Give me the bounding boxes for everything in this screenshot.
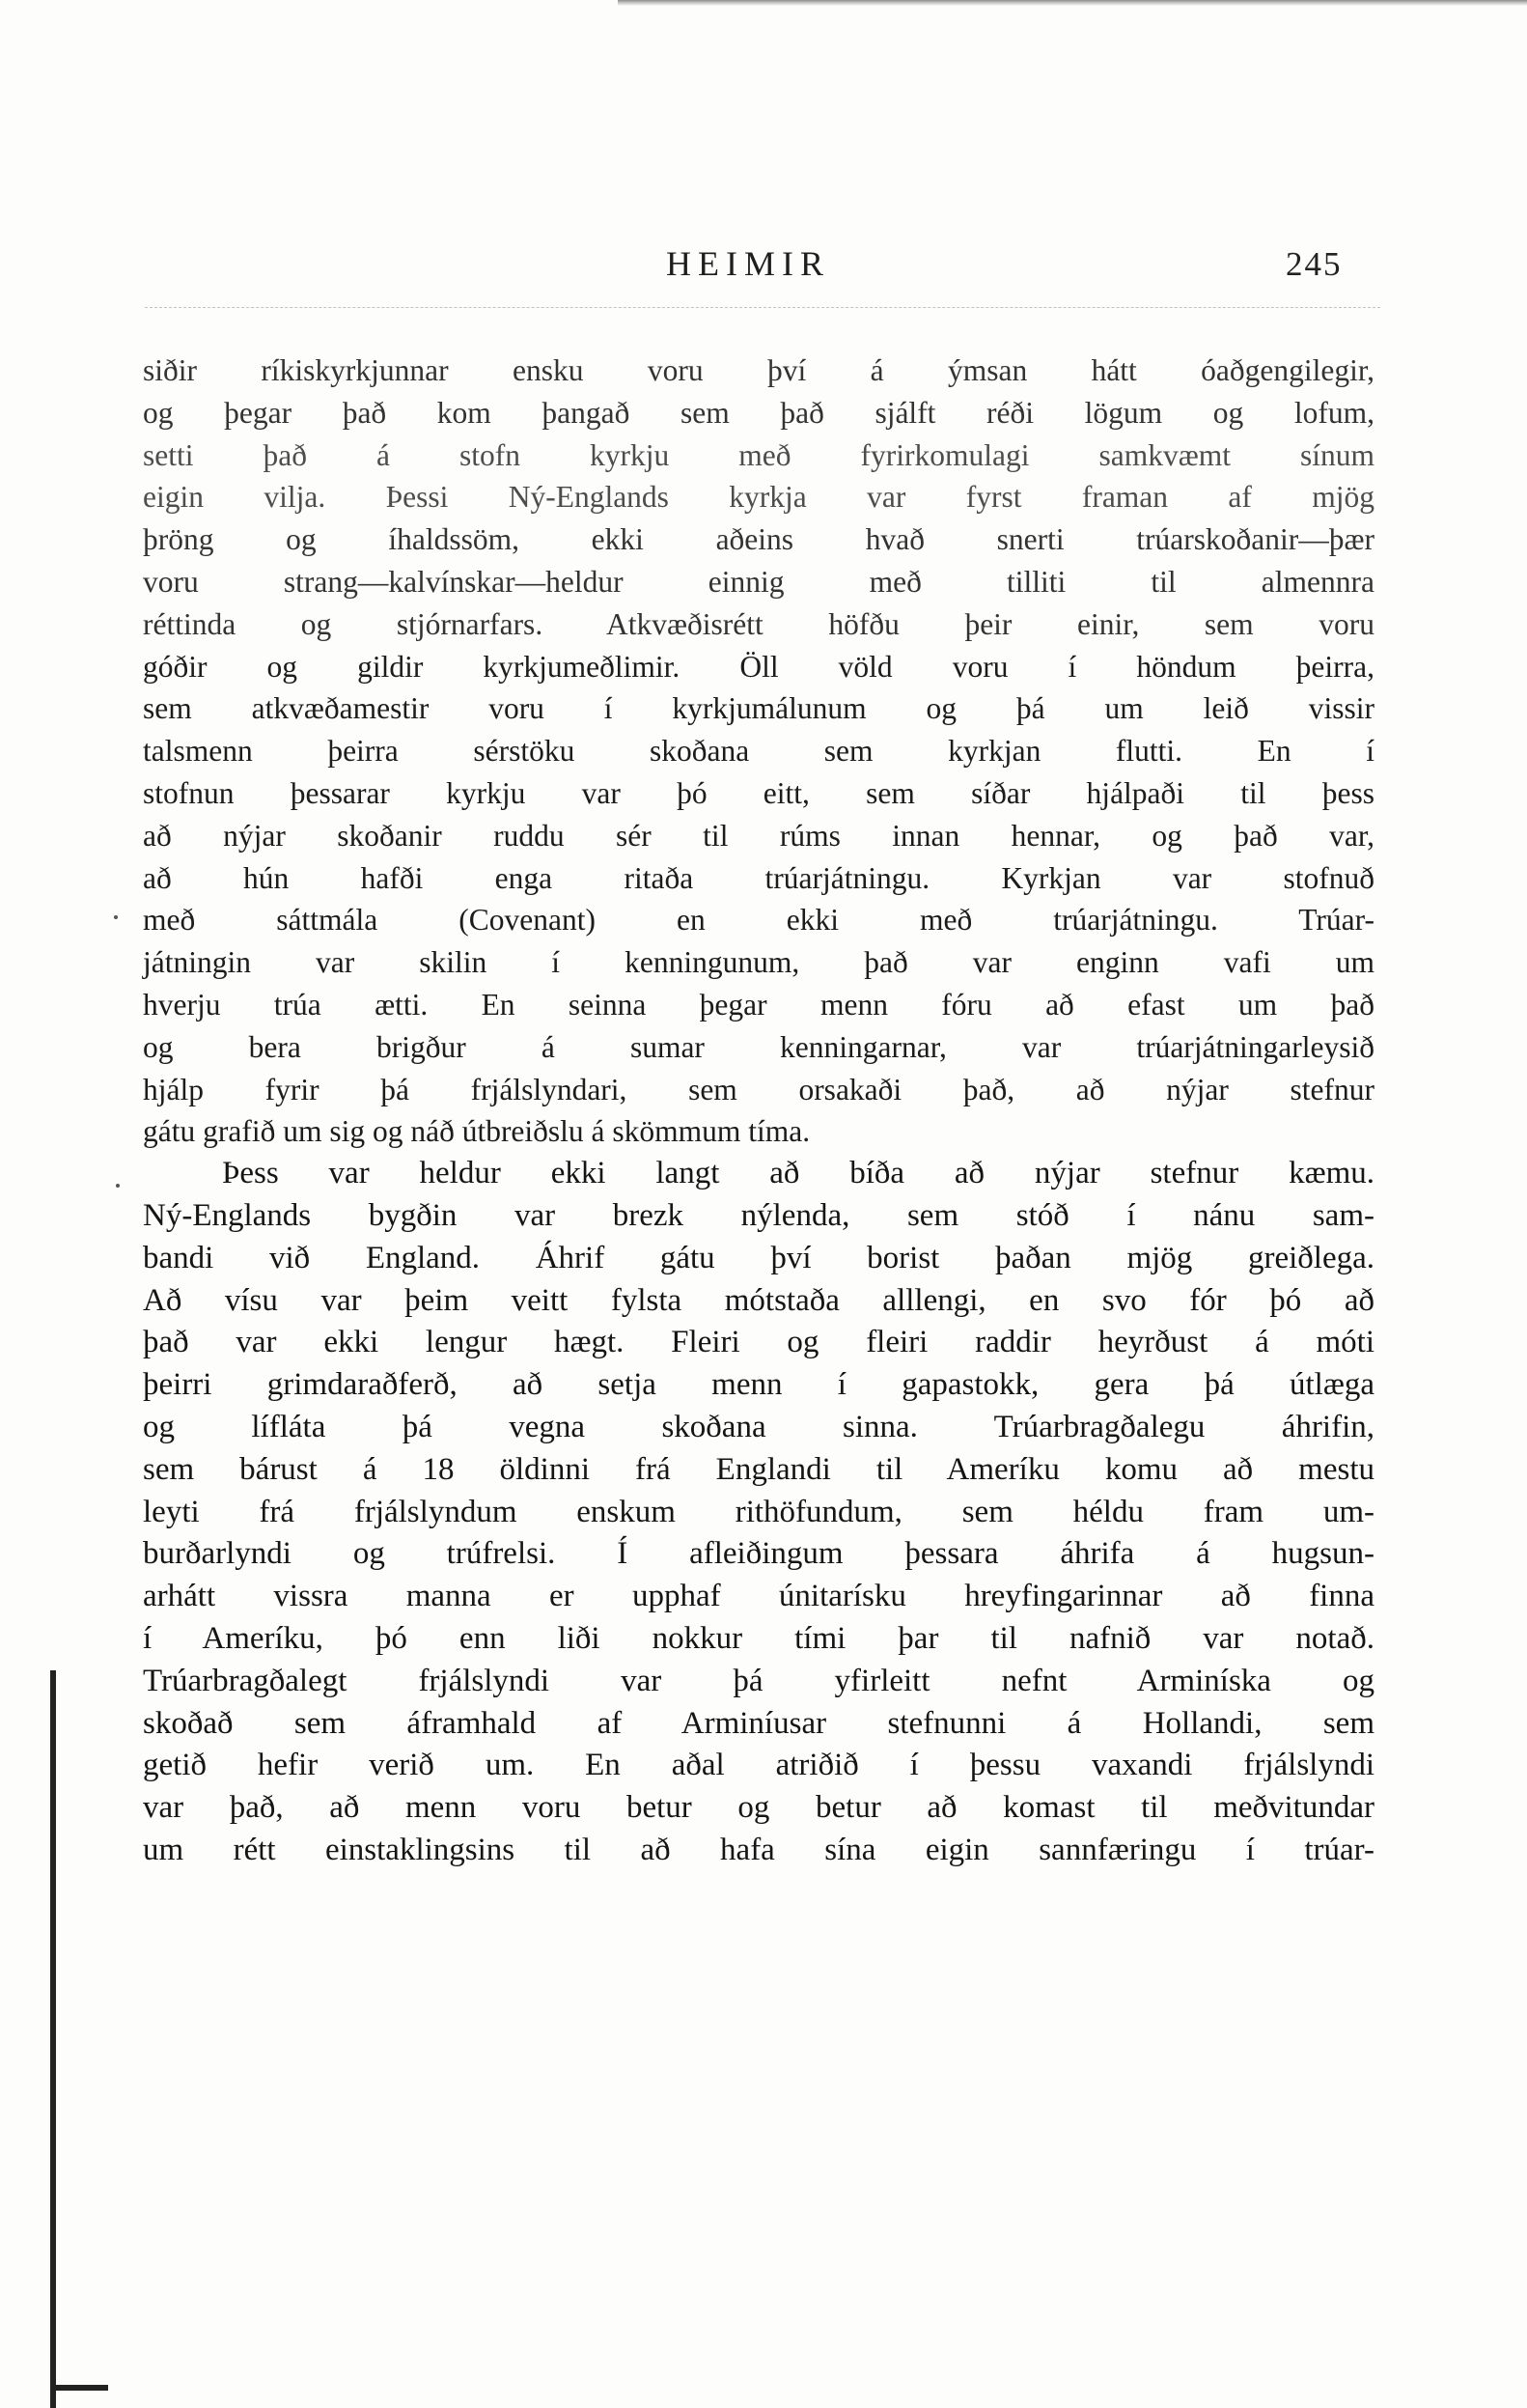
text-line: gátu grafið um sig og náð útbreiðslu á skömmum tíma.: [143, 1114, 811, 1149]
text-line: að nýjar skoðanir ruddu sér til rúms innan hennar, og það var,: [143, 818, 1374, 853]
text-line: um rétt einstaklingsins til að hafa sína eigin sannfæringu í trúar-: [143, 1832, 1374, 1867]
scan-edge-left: [50, 1670, 56, 2408]
text-line: Trúarbragðalegt frjálslyndi var þá yfirleitt nefnt Arminíska og: [143, 1663, 1374, 1698]
text-line: arhátt vissra manna er upphaf únitarísku hreyfingarinnar að finna: [143, 1579, 1374, 1614]
text-line: getið hefir verið um. En aðal atriðið í þessu vaxandi frjálslyndi: [143, 1748, 1374, 1783]
text-line: burðarlyndi og trúfrelsi. Í afleiðingum þessara áhrifa á hugsun-: [143, 1536, 1374, 1572]
scan-edge-top: [618, 0, 1527, 14]
text-line: eigin vilja. Þessi Ný-Englands kyrkja var fyrst framan af mjög: [143, 480, 1374, 515]
text-line: hverju trúa ætti. En seinna þegar menn fóru að efast um það: [143, 987, 1374, 1022]
text-line: að hún hafði enga ritaða trúarjátningu. Kyrkjan var stofnuð: [143, 860, 1374, 895]
text-line: sem bárust á 18 öldinni frá Englandi til Ameríku komu að mestu: [143, 1451, 1374, 1487]
text-line: réttinda og stjórnarfars. Atkvæðisrétt höfðu þeir einir, sem voru: [143, 606, 1374, 641]
text-line: hjálp fyrir þá frjálslyndari, sem orsakaði það, að nýjar stefnur: [143, 1072, 1374, 1106]
text-line: Ný-Englands bygðin var brezk nýlenda, sem stóð í nánu sam-: [143, 1197, 1374, 1233]
text-line: skoðað sem áframhald af Arminíusar stefnunni á Hollandi, sem: [143, 1705, 1374, 1741]
text-line: bandi við England. Áhrif gátu því borist þaðan mjög greiðlega.: [143, 1240, 1374, 1275]
page-header: [0, 243, 1527, 292]
text-line: Þess var heldur ekki langt að bíða að nýjar stefnur kæmu.: [222, 1156, 1374, 1191]
text-line: setti það á stofn kyrkju með fyrirkomulagi samkvæmt sínum: [143, 437, 1374, 472]
text-line: siðir ríkiskyrkjunnar ensku voru því á ýmsan hátt óaðgengilegir,: [143, 353, 1374, 387]
text-line: og lífláta þá vegna skoðana sinna. Trúarbragðalegu áhrifin,: [143, 1409, 1374, 1444]
text-line: í Ameríku, þó enn liði nokkur tími þar til nafnið var notað.: [143, 1620, 1374, 1656]
text-line: sem atkvæðamestir voru í kyrkjumálunum og þá um leið vissir: [143, 691, 1374, 726]
header-rule: [145, 307, 1380, 308]
text-line: Að vísu var þeim veitt fylsta mótstaða alllengi, en svo fór þó að: [143, 1282, 1374, 1318]
text-line: og þegar það kom þangað sem það sjálft réði lögum og lofum,: [143, 395, 1374, 430]
text-line: játningin var skilin í kenningunum, það var enginn vafi um: [143, 945, 1374, 980]
text-line: þröng og íhaldssöm, ekki aðeins hvað snerti trúarskoðanir—þær: [143, 522, 1374, 557]
margin-mark: [116, 1184, 120, 1188]
text-line: og bera brigður á sumar kenningarnar, var trúarjátningarleysið: [143, 1029, 1374, 1064]
body-text: [143, 350, 1374, 1872]
running-title: HEIMIR: [666, 244, 830, 283]
margin-mark: [114, 915, 118, 919]
text-line: stofnun þessarar kyrkju var þó eitt, sem síðar hjálpaði til þess: [143, 775, 1374, 810]
text-line: voru strang—kalvínskar—heldur einnig með tilliti til almennra: [143, 564, 1374, 599]
text-line: talsmenn þeirra sérstöku skoðana sem kyrkjan flutti. En í: [143, 734, 1374, 769]
text-line: þeirri grimdaraðferð, að setja menn í gapastokk, gera þá útlæga: [143, 1367, 1374, 1403]
text-line: góðir og gildir kyrkjumeðlimir. Öll völd voru í höndum þeirra,: [143, 649, 1374, 684]
text-line: það var ekki lengur hægt. Fleiri og fleiri raddir heyrðust á móti: [143, 1325, 1374, 1360]
scan-edge-left-foot: [50, 2385, 108, 2391]
text-line: með sáttmála (Covenant) en ekki með trúarjátningu. Trúar-: [143, 903, 1374, 938]
page-number: 245: [1286, 245, 1343, 283]
text-line: var það, að menn voru betur og betur að komast til meðvitundar: [143, 1790, 1374, 1826]
text-line: leyti frá frjálslyndum enskum rithöfundum, sem héldu fram um-: [143, 1494, 1374, 1529]
